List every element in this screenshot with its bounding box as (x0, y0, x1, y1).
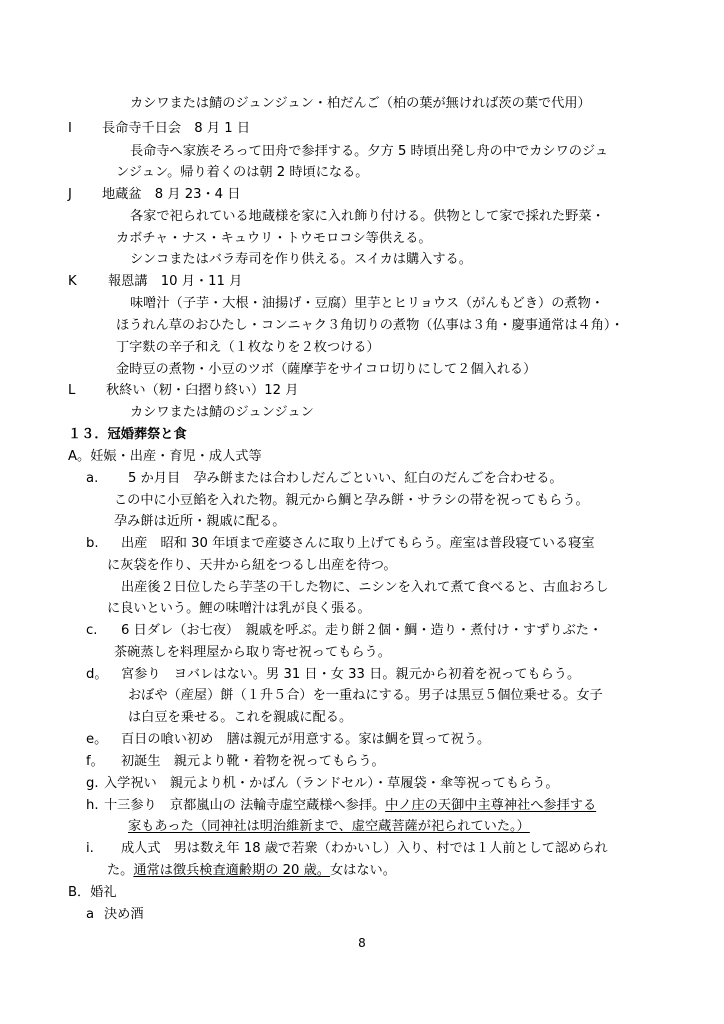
text-line: 各家で祀られている地蔵様を家に入れ飾り付ける。供物として家で採れた野菜・ (130, 209, 605, 224)
text-line: 出産 昭和 30 年頃まで産婆さんに取り上げてもらう。産室は普段寝ている寝室 (121, 536, 595, 551)
text-line: カシワまたは鯖のジュンジュン (130, 405, 314, 420)
item-marker: I (68, 121, 72, 136)
section-heading: B．婚礼 (68, 885, 117, 900)
text-line: 孕み餅は近所・親戚に配る。 (114, 514, 286, 529)
text-plain: た。 (107, 863, 134, 878)
item-marker: g. (86, 776, 99, 791)
text-plain: 十三参り 京都嵐山の 法輪寺虚空蔵様へ参拝。 (104, 798, 386, 813)
text-line: 5 か月目 孕み餅または合わしだんごといい、紅白のだんごを合わせる。 (128, 471, 563, 486)
text-line: 成人式 男は数え年 18 歳で若衆（わかいし）入り、村では１人前として認められ (121, 841, 608, 856)
text-line: 茶碗蒸しを料理屋から取り寄せ祝ってもらう。 (114, 645, 391, 660)
text-line: 金時豆の煮物・小豆のツボ（薩摩芋をサイコロ切りにして２個入れる） (116, 362, 537, 377)
text-line: 丁字麩の辛子和え（１枚なりを２枚つける） (116, 340, 380, 355)
text-line: この中に小豆餡を入れた物。親元から鯛と孕み餅・サラシの帯を祝ってもらう。 (114, 493, 589, 508)
item-marker: d。 (86, 667, 108, 682)
text-line: 初誕生 親元より靴・着物を祝ってもらう。 (121, 754, 385, 769)
text-line: 宮参り ヨバレはない。男 31 日・女 33 日。親元から初着を祝ってもらう。 (121, 667, 581, 682)
section-heading: 地蔵盆 8 月 23・4 日 (102, 187, 241, 202)
chapter-heading: １３．冠婚葬祭と食 (68, 427, 187, 442)
item-marker: a (86, 907, 95, 922)
item-marker: c. (86, 623, 98, 638)
item-marker: f。 (86, 754, 104, 769)
text-line: カシワまたは鯖のジュンジュン・柏だんご（柏の葉が無ければ茨の葉で代用） (130, 96, 591, 111)
text-line (107, 862, 396, 880)
text-line-underlined: 家もあった（同神社は明治維新まで、虚空蔵菩薩が祀られていた。） (128, 819, 530, 834)
text-line: 決め酒 (104, 907, 144, 922)
text-line: シンコまたはバラ寿司を作り供える。スイカは購入する。 (130, 252, 472, 267)
text-line: 百日の喰い初め 膳は親元が用意する。家は鯛を買って祝う。 (121, 732, 491, 747)
page-number: 8 (358, 936, 366, 950)
section-heading: 報恩講 10 月・11 月 (108, 274, 243, 289)
section-heading: 秋終い（籾・臼摺り終い）12 月 (106, 383, 299, 398)
section-heading: 長命寺千日会 8 月 1 日 (102, 121, 251, 136)
item-marker: i. (86, 841, 94, 856)
text-line (104, 797, 596, 815)
text-line: ンジュン。帰り着くのは朝 2 時頃になる。 (116, 165, 369, 180)
text-line: ほうれん草のおひたし・コンニャク３角切りの煮物（仏事は３角・慶事通常は４角）・ (116, 318, 624, 333)
text-line: に良いという。鯉の味噌汁は乳が良く張る。 (107, 601, 371, 616)
item-marker: a. (86, 471, 99, 486)
text-underlined: 通常は徴兵検査適齢期の 20 歳。 (133, 863, 330, 878)
text-line: 6 日ダレ（お七夜） 親戚を呼ぶ。走り餅２個・鯛・造り・煮付け・すずりぶた・ (121, 623, 603, 638)
text-line: に灰袋を作り、天井から紐をつるし出産を待つ。 (107, 558, 397, 573)
text-line: 入学祝い 親元より机・かばん（ランドセル）・草履袋・傘等祝ってもらう。 (104, 776, 559, 791)
text-line: カボチャ・ナス・キュウリ・トウモロコシ等供える。 (116, 231, 432, 246)
text-plain: 女はない。 (329, 863, 396, 878)
text-line: 出産後２日位したら芋茎の干した物に、ニシンを入れて煮て食べると、古血おろし (121, 580, 609, 595)
item-marker: e。 (86, 732, 108, 747)
text-line: 味噌汁（子芋・大根・油揚げ・豆腐）里芋とヒリョウス（がんもどき）の煮物・ (130, 296, 604, 311)
text-underlined: 中ノ庄の天御中主尊神社へ参拝する (385, 798, 597, 813)
section-heading: A。妊娠・出産・育児・成人式等 (68, 449, 262, 464)
text-line: は白豆を乗せる。これを親戚に配る。 (128, 710, 353, 725)
item-marker: h. (86, 798, 99, 813)
item-marker: K (68, 274, 77, 289)
text-line: 長命寺へ家族そろって田舟で参拝する。夕方 5 時頃出発し舟の中でカシワのジュ (130, 144, 609, 159)
item-marker: J (68, 187, 72, 202)
item-marker: L (68, 383, 76, 398)
text-line: おぼや（産屋）餅（１升５合）を一重ねにする。男子は黒豆５個位乗せる。女子 (128, 688, 603, 703)
item-marker: b. (86, 536, 99, 551)
